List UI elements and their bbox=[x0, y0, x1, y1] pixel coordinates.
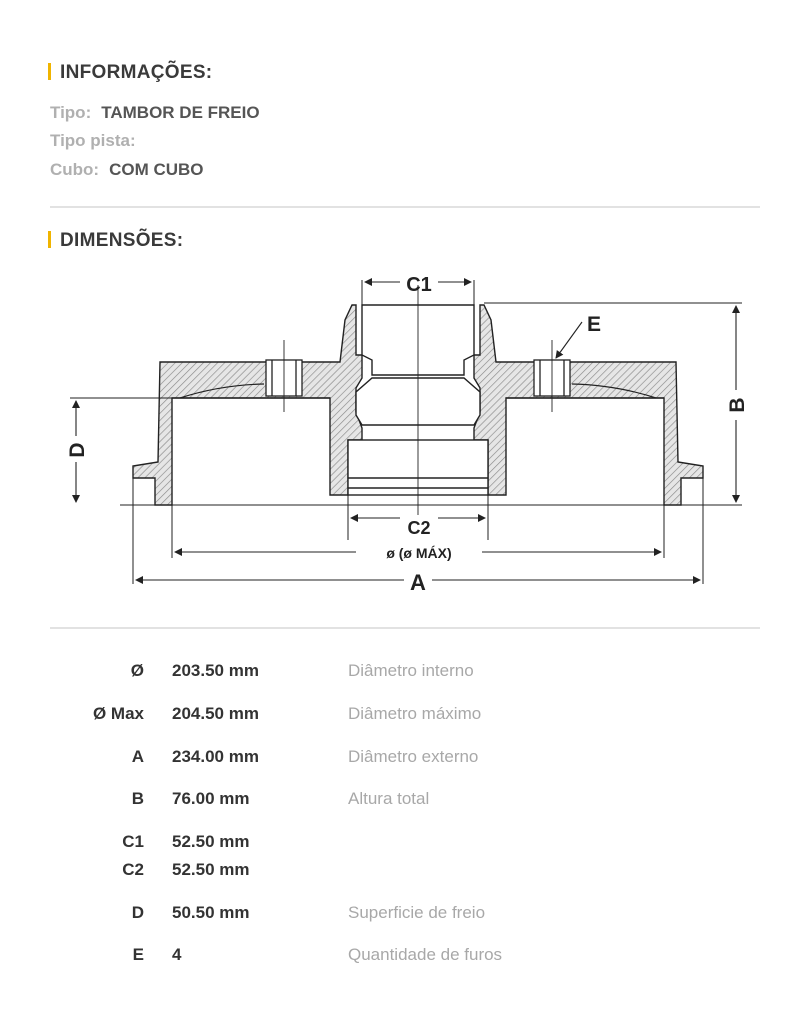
spec-code: C1 bbox=[122, 832, 144, 851]
info-label: Tipo pista: bbox=[50, 131, 136, 150]
brake-drum-diagram bbox=[0, 255, 800, 600]
section-divider bbox=[50, 206, 760, 208]
info-row-tipo-pista bbox=[50, 131, 146, 151]
info-section-title bbox=[48, 62, 212, 84]
spec-desc: Diâmetro externo bbox=[348, 747, 479, 766]
spec-desc: Superficie de freio bbox=[348, 903, 486, 922]
spec-value: 203.50 mm bbox=[172, 661, 259, 680]
info-value: TAMBOR DE FREIO bbox=[101, 103, 260, 122]
spec-code: C2 bbox=[122, 860, 144, 879]
label-c1: C1 bbox=[406, 274, 432, 296]
spec-row bbox=[0, 832, 800, 862]
spec-value: 4 bbox=[172, 945, 182, 964]
spec-value: 234.00 mm bbox=[172, 747, 259, 766]
spec-value: 52.50 mm bbox=[172, 860, 250, 879]
spec-code: Ø Max bbox=[92, 704, 144, 723]
label-b: B bbox=[726, 397, 749, 413]
spec-value: 50.50 mm bbox=[172, 903, 250, 922]
spec-desc: Diâmetro máximo bbox=[348, 704, 482, 723]
spec-row bbox=[0, 945, 800, 975]
title-accent-bar bbox=[48, 231, 51, 248]
info-title-text: INFORMAÇÕES: bbox=[60, 62, 213, 83]
spec-value: 52.50 mm bbox=[172, 832, 250, 851]
spec-code: D bbox=[131, 903, 144, 922]
title-accent-bar bbox=[48, 63, 51, 80]
dimensions-section-title bbox=[48, 230, 183, 252]
spec-code: E bbox=[132, 945, 144, 964]
spec-row bbox=[0, 860, 800, 890]
spec-desc: Altura total bbox=[348, 789, 430, 808]
label-a: A bbox=[410, 570, 426, 595]
spec-code: Ø bbox=[130, 661, 144, 680]
label-d: D bbox=[66, 442, 89, 458]
label-diameter: ø (ø MÁX) bbox=[386, 545, 452, 561]
spec-code: B bbox=[131, 789, 144, 808]
info-row-tipo bbox=[50, 103, 260, 123]
section-divider bbox=[50, 627, 760, 629]
label-c2: C2 bbox=[407, 518, 431, 538]
spec-row bbox=[0, 747, 800, 777]
spec-code: A bbox=[131, 747, 144, 766]
dimensions-title-text: DIMENSÕES: bbox=[60, 230, 184, 251]
info-label: Cubo: bbox=[50, 160, 100, 179]
spec-row bbox=[0, 661, 800, 691]
spec-row bbox=[0, 789, 800, 819]
info-row-cubo bbox=[50, 160, 204, 180]
spec-desc: Diâmetro interno bbox=[348, 661, 474, 680]
info-value: COM CUBO bbox=[109, 160, 204, 179]
spec-value: 204.50 mm bbox=[172, 704, 259, 723]
label-e: E bbox=[586, 313, 602, 336]
spec-desc: Quantidade de furos bbox=[348, 945, 503, 964]
info-label: Tipo: bbox=[50, 103, 92, 122]
spec-row bbox=[0, 704, 800, 734]
spec-value: 76.00 mm bbox=[172, 789, 250, 808]
spec-row bbox=[0, 903, 800, 933]
